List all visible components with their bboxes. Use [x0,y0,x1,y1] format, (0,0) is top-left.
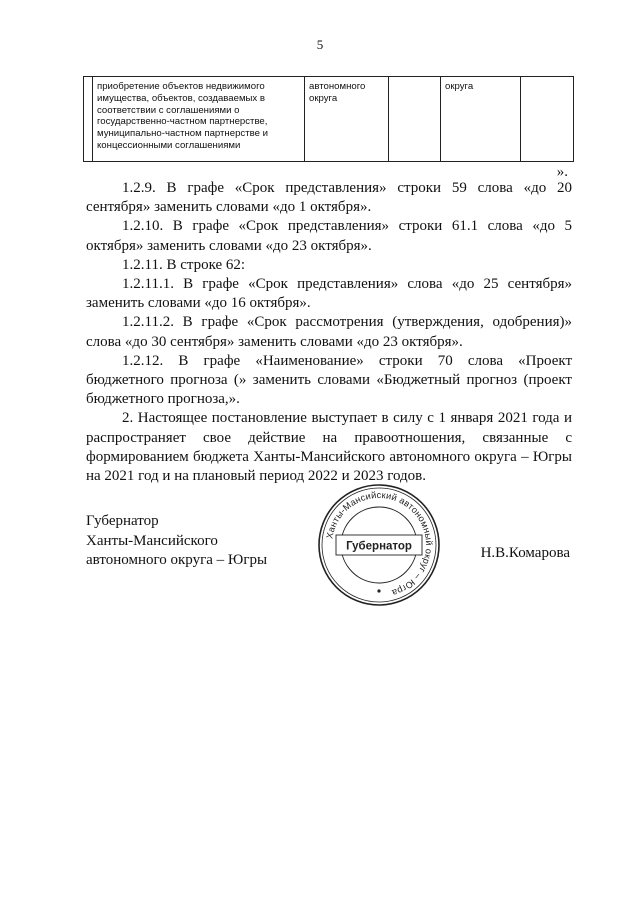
paragraph: 1.2.11.2. В графе «Срок рассмотрения (утверждения, одобрения)» слова «до 30 сентября» заменить словами «до 23 октября». [86,314,572,350]
paragraph: 1.2.11. В строке 62: [122,256,246,273]
seal-ring-text: Ханты-Мансийский автономный округ – Югра [324,489,435,599]
document-body [86,179,572,486]
table-cell-name: приобретение объектов недвижимого имущества, объектов, создаваемых в соответствии с соглашениями о государственно-частном партнерстве, муниципально-частном партнерстве и концессионными соглашениями [93,77,305,162]
signer-title-line: Губернатор [86,513,159,529]
table-cell-recipient: округа [441,77,521,162]
paragraph: 1.2.12. В графе «Наименование» строки 70 слова «Проект бюджетного прогноза (» заменить словами «Бюджетный прогноз (проект бюджетного прогноза,». [86,352,572,408]
budget-table-fragment [83,76,574,162]
signer-title-line: Ханты-Мансийского [86,532,218,549]
paragraph: 1.2.11.1. В графе «Срок представления» слова «до 25 сентября» заменить словами «до 16 октября». [86,276,572,312]
official-seal [314,480,444,610]
table-cell-responsible: автономного округа [305,77,389,162]
table-cell-review [521,77,574,162]
table-cell-deadline [389,77,441,162]
seal-center-text: Губернатор [346,540,412,553]
signer-title-line: автономного округа – Югры [86,552,268,568]
signer-name: Н.В.Комарова [480,545,570,561]
seal-dot-icon [377,589,380,592]
paragraph: 1.2.9. В графе «Срок представления» строки 59 слова «до 20 сентября» заменить словами «до 1 октября». [86,180,572,216]
table-row [84,77,574,162]
page-number: 5 [316,37,324,52]
paragraph: 2. Настоящее постановление выступает в силу с 1 января 2021 года и распространяет свое действие на правоотношения, связанные с формированием бюджета Ханты-Мансийского автономного округа – Югры на 2021 год и на плановый период 2022 и 2023 годов. [86,410,572,485]
table-cell-number [84,77,93,162]
paragraph: 1.2.10. В графе «Срок представления» строки 61.1 слова «до 5 октября» заменить словами «до 23 октября». [86,218,572,254]
closing-quote: ». [556,164,568,180]
signature-block [86,512,267,571]
